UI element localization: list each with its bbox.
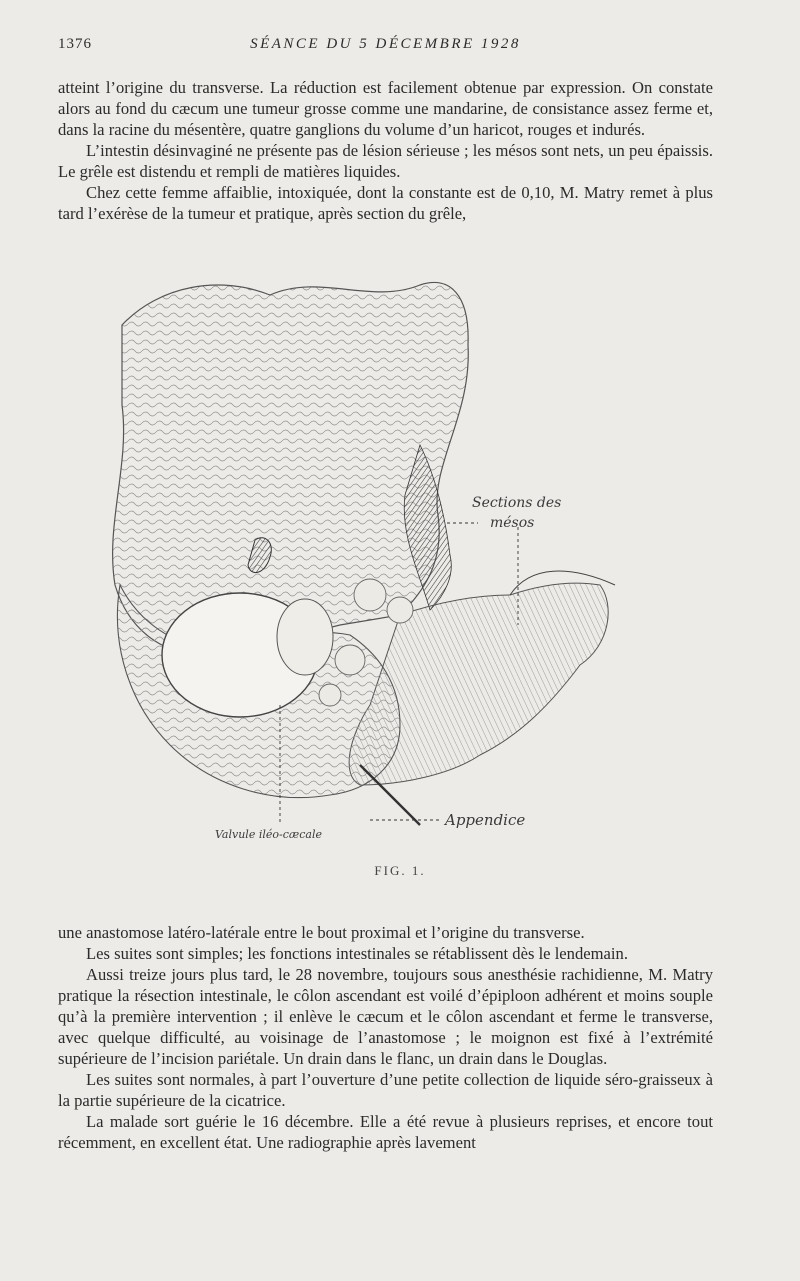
paragraph: La malade sort guérie le 16 décembre. Elle a été revue à plusieurs reprises, et encore tout récemment, en excellent état. Une radiographie après lavement: [58, 1112, 713, 1152]
figure-caption: FIG. 1.: [374, 863, 426, 878]
paragraph: Chez cette femme affaiblie, intoxiquée, dont la constante est de 0,10, M. Matry remet à plus tard l’exérèse de la tumeur et pratique, après section du grêle,: [58, 183, 713, 223]
text-block-bottom: [58, 922, 713, 1153]
label-appendice: Appendice: [445, 811, 526, 829]
paragraph: Aussi treize jours plus tard, le 28 novembre, toujours sous anesthésie rachidienne, M. Matry pratique la résection intestinale, le côlon ascendant est voilé d’épiploon adhérent et moins souple qu’à la première intervention ; il enlève le cæcum et le côlon ascendant et ferme le transverse, avec quelque difficulté, au voisinage de l’anastomose ; le moignon est fixé à l’extrémité supérieure de l’incision pariétale. Un drain dans le flanc, un drain dans le Douglas.: [58, 965, 713, 1068]
paragraph: une anastomose latéro-latérale entre le bout proximal et l’origine du transverse.: [58, 923, 585, 942]
page-header: [58, 36, 713, 56]
ganglion: [335, 645, 365, 675]
page-number: 1376: [58, 36, 92, 52]
label-sections: Sections des: [472, 495, 562, 511]
label-valvule: Valvule iléo-cæcale: [215, 828, 322, 841]
paragraph: L’intestin désinvaginé ne présente pas de lésion sérieuse ; les mésos sont nets, un peu épaissis. Le grêle est distendu et rempli de matières liquides.: [58, 141, 713, 181]
figure-illustration: [100, 265, 660, 865]
ganglion: [354, 579, 386, 611]
ganglion: [387, 597, 413, 623]
paragraph: Les suites sont normales, à part l’ouverture d’une petite collection de liquide séro-graisseux à la partie supérieure de la cicatrice.: [58, 1070, 713, 1110]
label-mesos: mésos: [490, 515, 535, 531]
paragraph: Les suites sont simples; les fonctions intestinales se rétablissent dès le lendemain.: [86, 944, 628, 963]
specimen-drawing: [100, 265, 660, 865]
ganglion: [319, 684, 341, 706]
paragraph: atteint l’origine du transverse. La réduction est facilement obtenue par expression. On constate alors au fond du cæcum une tumeur grosse comme une mandarine, de consistance assez ferme et, dans la racine du mésentère, quatre ganglions du volume d’un haricot, rouges et indurés.: [58, 78, 713, 139]
running-head: SÉANCE DU 5 DÉCEMBRE 1928: [250, 36, 521, 52]
text-block-top: [58, 77, 713, 224]
